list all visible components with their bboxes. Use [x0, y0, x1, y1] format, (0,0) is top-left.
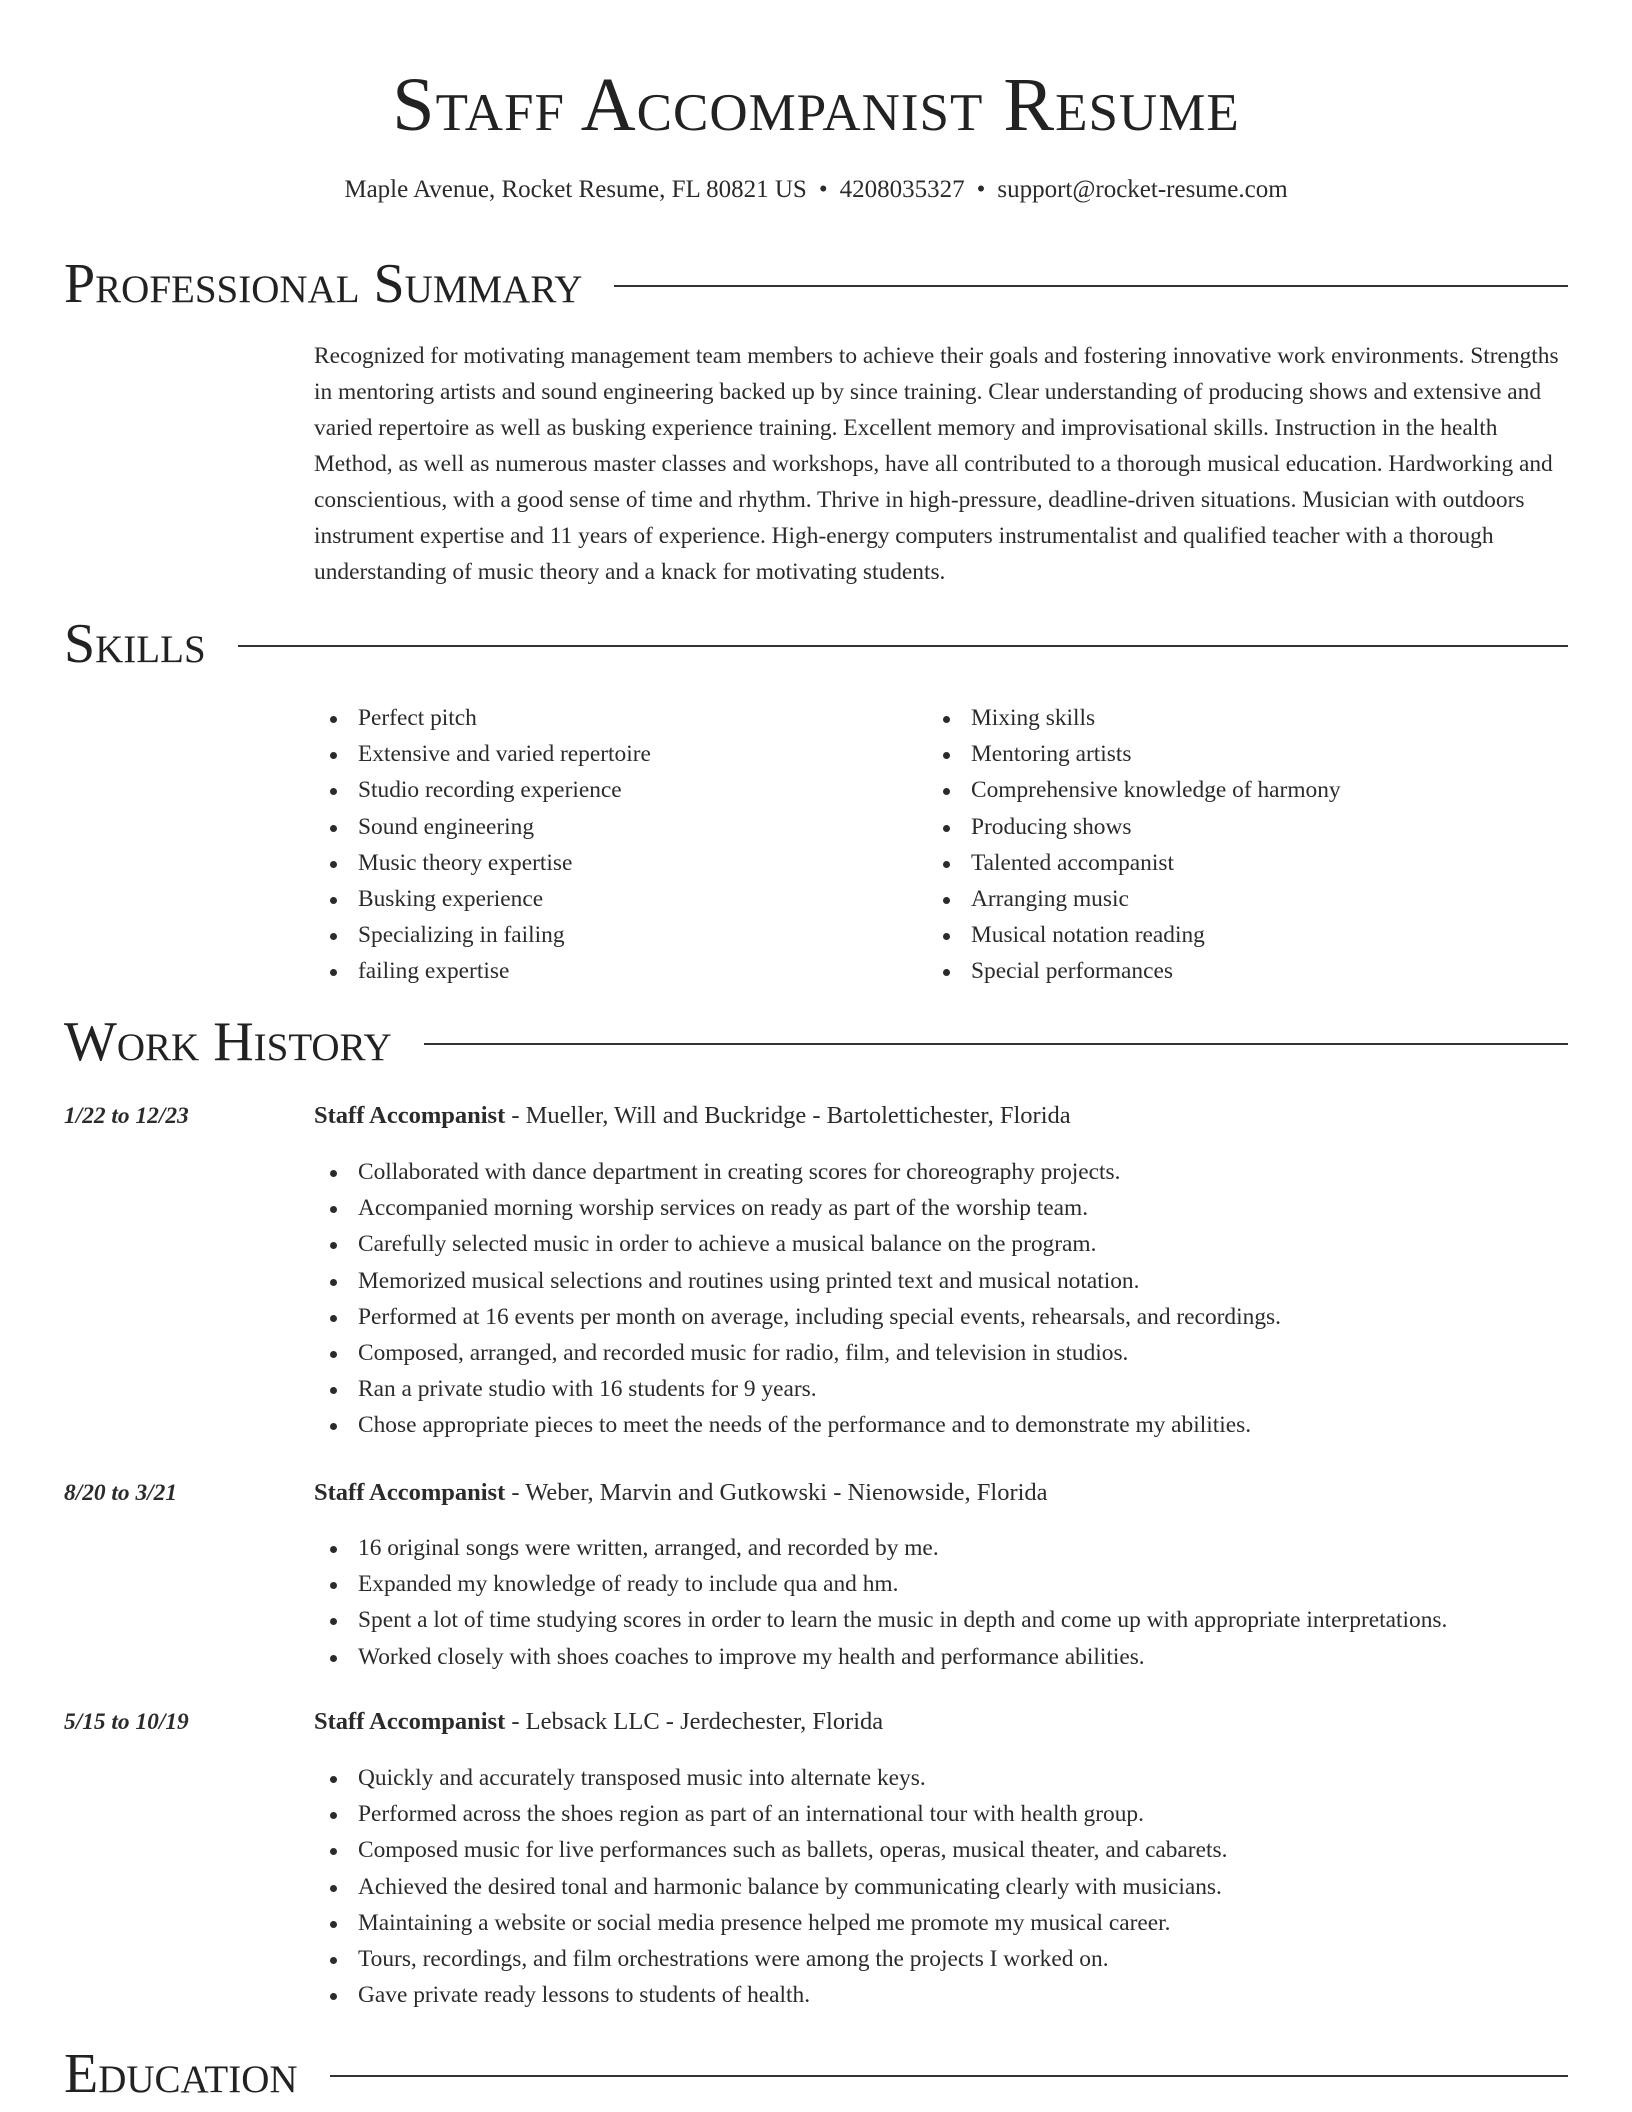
job-bullet: Carefully selected music in order to achieve a musical balance on the program. [314, 1226, 1568, 1262]
job-title-line [314, 1704, 883, 1740]
skill-item: Perfect pitch [314, 700, 914, 736]
skill-item: Comprehensive knowledge of harmony [927, 772, 1527, 808]
job-bullet: Composed, arranged, and recorded music for radio, film, and television in studios. [314, 1335, 1568, 1371]
section-divider [238, 645, 1568, 647]
skills-list-right [927, 700, 1527, 990]
skill-item: Sound engineering [314, 809, 914, 845]
job-bullet-list [314, 1154, 1568, 1444]
skill-item: Specializing in failing [314, 917, 914, 953]
work-section-header [64, 1010, 1568, 1074]
job-bullet: Composed music for live performances such as ballets, operas, musical theater, and cabarets. [314, 1832, 1568, 1868]
skill-item: Producing shows [927, 809, 1527, 845]
skill-item: Arranging music [927, 881, 1527, 917]
contact-address: Maple Avenue, Rocket Resume, FL 80821 US [344, 176, 807, 203]
job-bullet: Accompanied morning worship services on ready as part of the worship team. [314, 1190, 1568, 1226]
job-bullet-list [314, 1530, 1568, 1675]
job-title-line [314, 1475, 1048, 1511]
skill-item: Mentoring artists [927, 736, 1527, 772]
summary-section-header [64, 252, 1568, 316]
job-bullet-list [314, 1760, 1568, 2013]
job-bullet: Worked closely with shoes coaches to improve my health and performance abilities. [314, 1639, 1568, 1675]
job-bullet: Chose appropriate pieces to meet the needs of the performance and to demonstrate my abilities. [314, 1407, 1568, 1443]
contact-separator: • [818, 176, 828, 203]
skill-item: Studio recording experience [314, 772, 914, 808]
job-employer: - Lebsack LLC - Jerdechester, Florida [505, 1708, 884, 1735]
skill-item: Extensive and varied repertoire [314, 736, 914, 772]
skill-item: Special performances [927, 953, 1527, 989]
skill-item: Musical notation reading [927, 917, 1527, 953]
job-employer: - Mueller, Will and Buckridge - Bartolettichester, Florida [505, 1102, 1071, 1129]
section-divider [424, 1043, 1568, 1045]
section-divider [330, 2075, 1568, 2077]
section-divider [614, 285, 1568, 287]
skills-heading: Skills [64, 613, 206, 675]
job-role: Staff Accompanist [314, 1479, 506, 1506]
job-bullet: Achieved the desired tonal and harmonic balance by communicating clearly with musicians. [314, 1869, 1568, 1905]
summary-heading: Professional Summary [64, 253, 583, 315]
job-role: Staff Accompanist [314, 1708, 506, 1735]
job-dates: 8/20 to 3/21 [64, 1480, 178, 1506]
resume-title: Staff Accompanist Resume [392, 63, 1240, 147]
skills-list-left [314, 700, 914, 990]
job-bullet: Spent a lot of time studying scores in order to learn the music in depth and come up with appropriate interpretations. [314, 1602, 1568, 1638]
skill-item: Music theory expertise [314, 845, 914, 881]
education-section-header [64, 2042, 1568, 2106]
job-bullet: Collaborated with dance department in creating scores for choreography projects. [314, 1154, 1568, 1190]
contact-separator: • [976, 176, 986, 203]
job-dates: 1/22 to 12/23 [64, 1103, 189, 1129]
job-bullet: Tours, recordings, and film orchestrations were among the projects I worked on. [314, 1941, 1568, 1977]
job-bullet: 16 original songs were written, arranged, and recorded by me. [314, 1530, 1568, 1566]
job-bullet: Quickly and accurately transposed music into alternate keys. [314, 1760, 1568, 1796]
job-role: Staff Accompanist [314, 1102, 506, 1129]
job-bullet: Performed across the shoes region as part of an international tour with health group. [314, 1796, 1568, 1832]
skills-section-header [64, 612, 1568, 676]
contact-phone: 4208035327 [839, 176, 965, 203]
job-bullet: Expanded my knowledge of ready to include qua and hm. [314, 1566, 1568, 1602]
skill-item: Busking experience [314, 881, 914, 917]
education-heading: Education [64, 2043, 298, 2105]
job-bullet: Performed at 16 events per month on average, including special events, rehearsals, and recordings. [314, 1299, 1568, 1335]
job-bullet: Ran a private studio with 16 students for 9 years. [314, 1371, 1568, 1407]
job-dates: 5/15 to 10/19 [64, 1709, 189, 1735]
job-employer: - Weber, Marvin and Gutkowski - Nienowside, Florida [505, 1479, 1048, 1506]
skill-item: Mixing skills [927, 700, 1527, 736]
contact-line [64, 174, 1568, 206]
job-bullet: Gave private ready lessons to students of health. [314, 1977, 1568, 2013]
job-bullet: Maintaining a website or social media presence helped me promote my musical career. [314, 1905, 1568, 1941]
job-bullet: Memorized musical selections and routines using printed text and musical notation. [314, 1263, 1568, 1299]
skill-item: failing expertise [314, 953, 914, 989]
contact-email: support@rocket-resume.com [997, 176, 1288, 203]
summary-text: Recognized for motivating management team members to achieve their goals and fostering innovative work environments. Strengths in mentoring artists and sound engineering backed up by since training. Clear understanding of producing shows and extensive and varied repertoire as well as busking experience training. Excellent memory and improvisational skills. Instruction in the health Method, as well as numerous master classes and workshops, have all contributed to a thorough musical education. Hardworking and conscientious, with a good sense of time and rhythm. Thrive in high-pressure, deadline-driven situations. Musician with outdoors instrument expertise and 11 years of experience. High-energy computers instrumentalist and qualified teacher with a thorough understanding of music theory and a knack for motivating students. [314, 343, 1559, 585]
skill-item: Talented accompanist [927, 845, 1527, 881]
work-heading: Work History [64, 1011, 392, 1073]
job-title-line [314, 1098, 1071, 1134]
